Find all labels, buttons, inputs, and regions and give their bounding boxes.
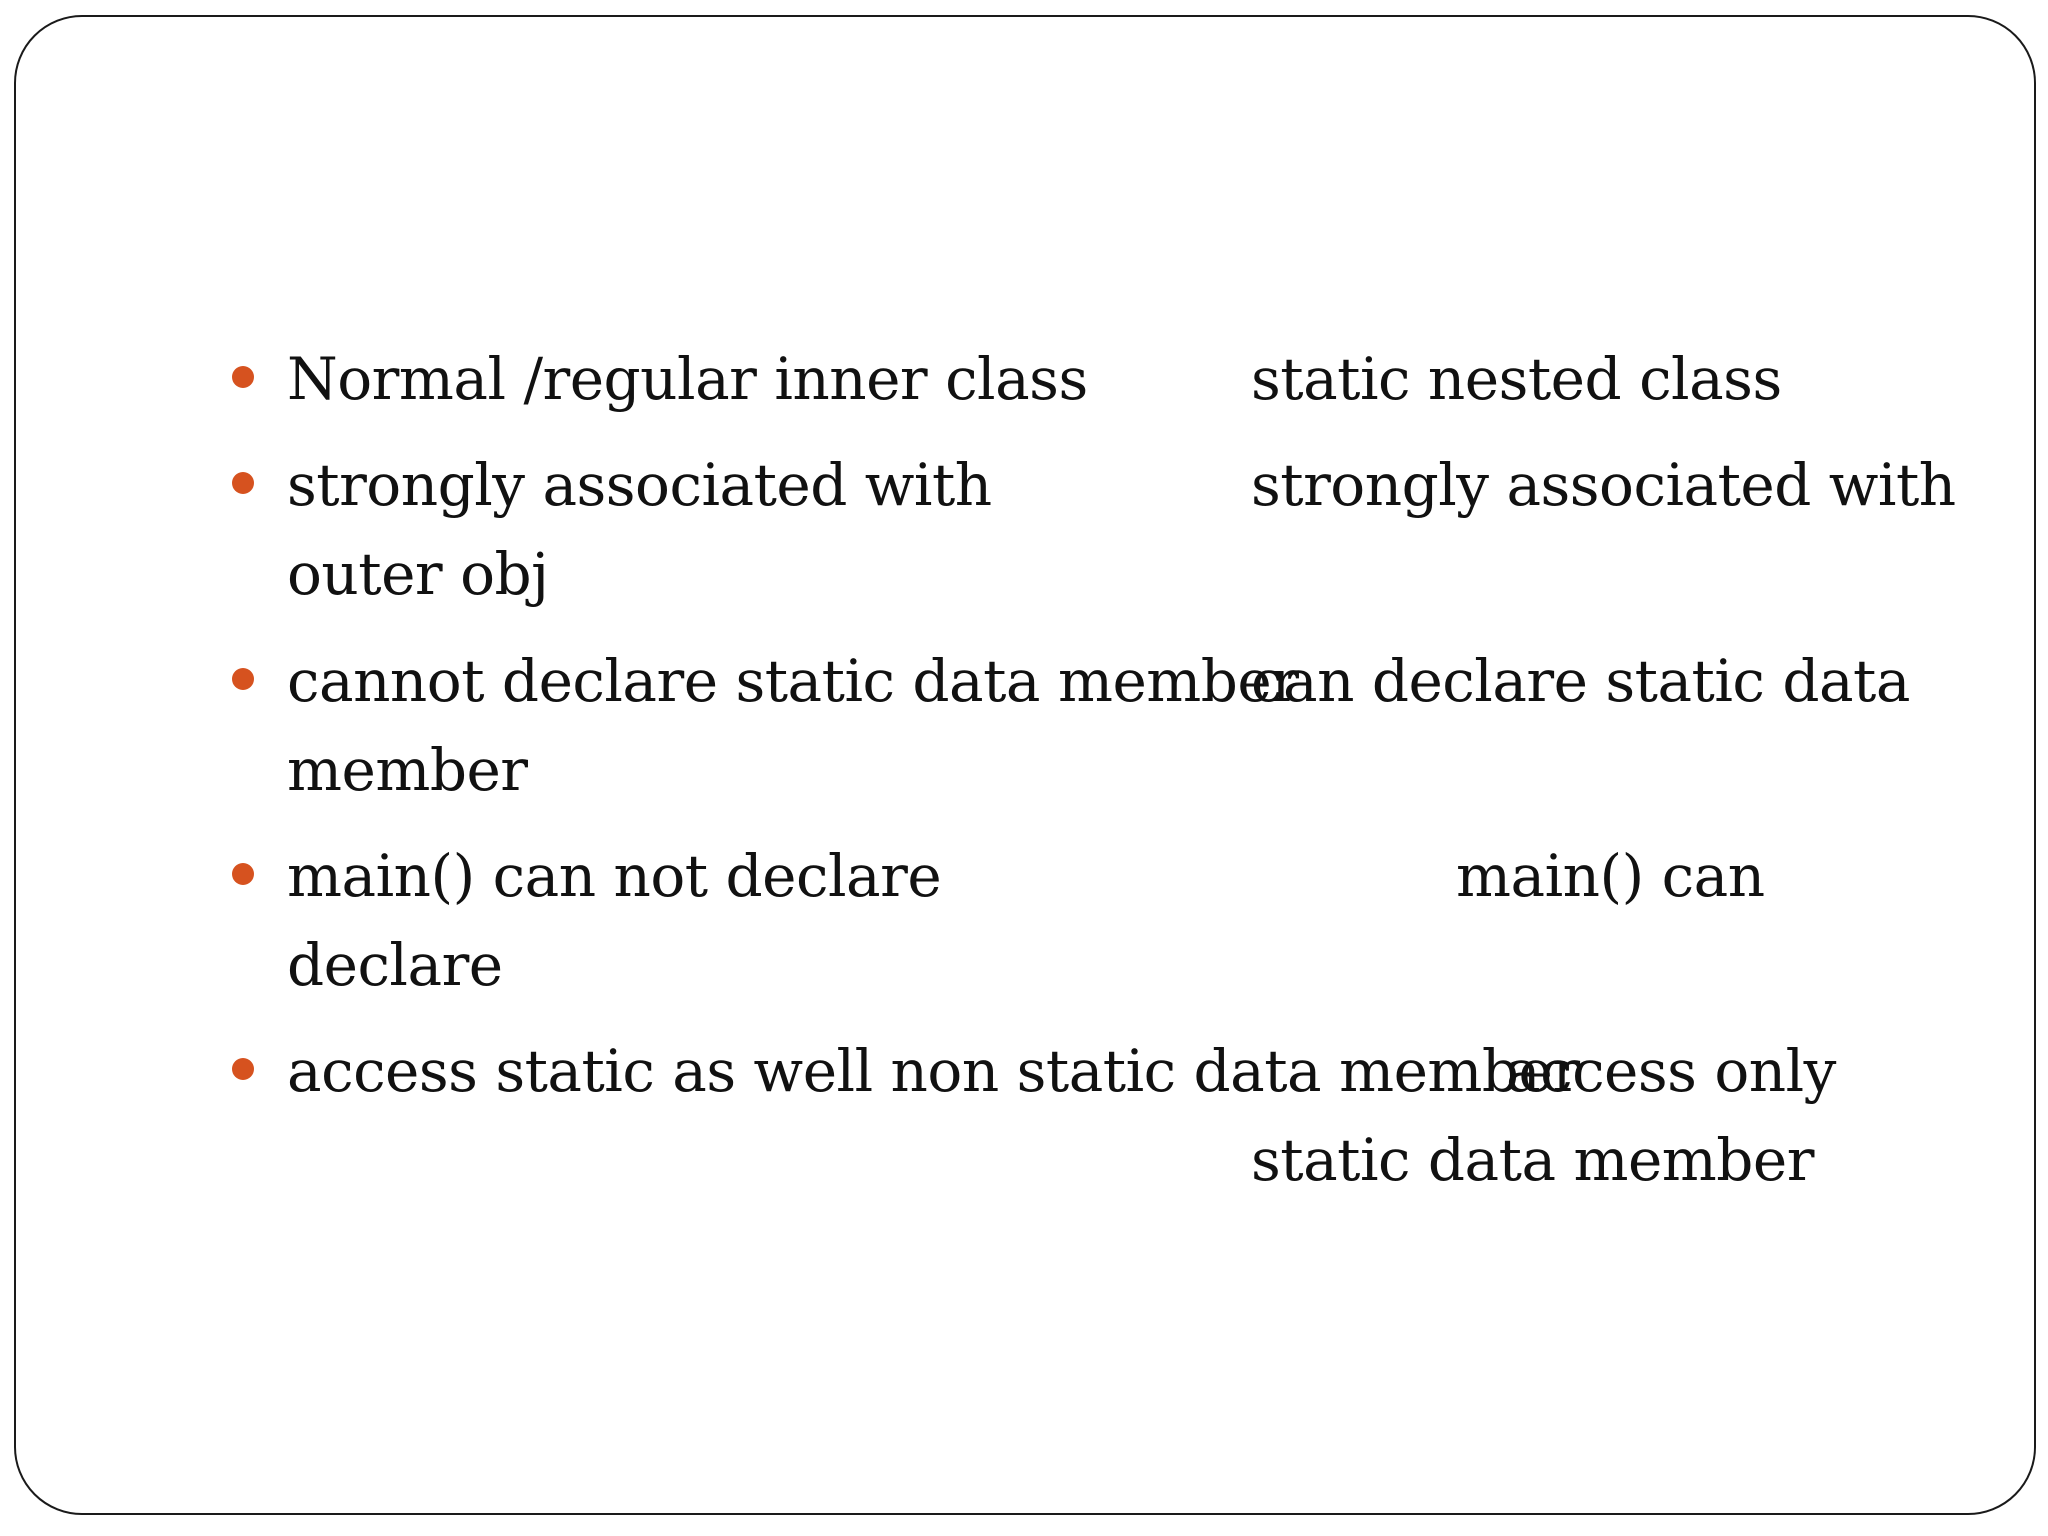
bullet-dot: [232, 1058, 254, 1080]
bullet-dot: [232, 863, 254, 885]
row-4-left-line-2: declare: [287, 931, 503, 999]
row-2-right-line-1: strongly associated with: [1251, 451, 1956, 519]
row-1-right-line-1: static nested class: [1251, 345, 1782, 413]
row-5-right-line-1: access only: [1506, 1037, 1836, 1105]
row-5-left-line-1: access static as well non static data member: [287, 1037, 1580, 1105]
bullet-dot: [232, 366, 254, 388]
row-4-right-line-1: main() can: [1456, 842, 1765, 910]
row-5-right-line-2: static data member: [1251, 1126, 1814, 1194]
row-2-left-line-1: strongly associated with: [287, 451, 992, 519]
row-2-left-line-2: outer obj: [287, 540, 549, 608]
row-3-left-line-1: cannot declare static data member: [287, 647, 1299, 715]
bullet-dot: [232, 668, 254, 690]
row-4-left-line-1: main() can not declare: [287, 842, 942, 910]
row-3-left-line-2: member: [287, 736, 528, 804]
row-3-right-line-1: can declare static data: [1251, 647, 1910, 715]
row-1-left-line-1: Normal /regular inner class: [287, 345, 1088, 413]
bullet-dot: [232, 472, 254, 494]
